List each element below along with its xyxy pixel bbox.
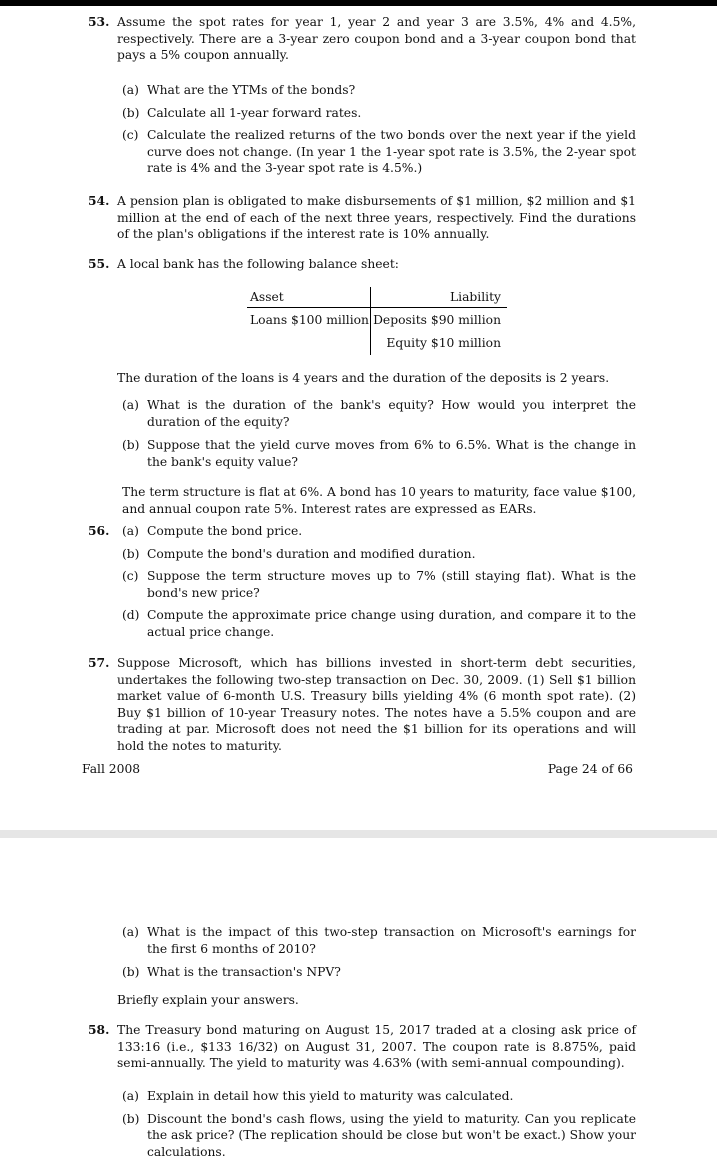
problem-57-parts [117,924,636,987]
problem-53 [88,14,636,64]
problem-number: 58. [88,1022,110,1037]
problem-number: 54. [88,193,110,208]
problem-53-parts [117,82,636,183]
part-label: (b) [122,965,140,979]
problem-text: A local bank has the following balance sheet: [117,257,399,271]
part-b [117,105,636,122]
part-b [117,964,636,981]
balance-sheet-rule [247,307,507,308]
problem-56-parts [117,523,636,646]
part-label: (a) [122,83,139,97]
problem-55 [88,256,636,273]
part-label: (c) [122,128,139,142]
part-label: (a) [122,398,139,412]
problem-54 [88,193,636,243]
part-text: What is the transaction's NPV? [147,965,341,979]
part-c [117,127,636,177]
duration-statement: The duration of the loans is 4 years and the duration of the deposits is 2 years. [117,371,610,385]
part-text: What are the YTMs of the bonds? [147,83,356,97]
problem-text: Assume the spot rates for year 1, year 2 and year 3 are 3.5%, 4% and 4.5%, respectively. There are a 3-year zero coupon bond and a 3-year coupon bond that pays a 5% coupon annually. [117,15,636,62]
part-d [117,607,636,640]
asset-header: Asset [250,290,284,304]
part-label: (a) [122,524,139,538]
part-label: (b) [122,546,140,561]
part-label: (d) [122,608,140,622]
part-text: Compute the approximate price change using duration, and compare it to the actual price change. [147,608,636,639]
part-label: (a) [122,925,139,939]
part-label: (c) [122,569,139,583]
liability-header: Liability [450,290,501,304]
part-text: Discount the bond's cash flows, using the yield to maturity. Can you replicate the ask price? (The replication should be close but won't be exact.) Show your calculations. [147,1111,636,1159]
part-c [117,568,636,601]
problem-number: 53. [88,14,110,29]
term-structure-paragraph: The term structure is flat at 6%. A bond has 10 years to maturity, face value $100, and annual coupon rate 5%. Interest rates are expressed as EARs. [122,485,636,516]
part-b [117,546,636,563]
loans-entry: Loans $100 million [250,313,369,327]
page-24 [0,6,717,830]
part-a [117,1088,636,1105]
part-a [117,523,636,540]
equity-entry: Equity $10 million [386,336,501,350]
explain-instruction: Briefly explain your answers. [117,993,299,1007]
part-label: (b) [122,105,140,120]
part-text: What is the duration of the bank's equity? How would you interpret the duration of the equity? [147,398,636,429]
problem-number-56: 56. [88,523,110,538]
part-a [117,397,636,430]
part-text: Calculate all 1-year forward rates. [147,105,362,120]
part-b [117,437,636,470]
part-text: Compute the bond price. [147,524,303,538]
part-label: (b) [122,438,140,452]
problem-55-parts [117,397,636,476]
footer-page-number: Page 24 of 66 [547,762,633,776]
part-text: Explain in detail how this yield to maturity was calculated. [147,1089,514,1103]
part-text: What is the impact of this two-step transaction on Microsoft's earnings for the first 6 months of 2010? [147,925,636,956]
part-text: Compute the bond's duration and modified duration. [147,546,476,561]
part-a [117,82,636,99]
part-label: (a) [122,1089,139,1103]
part-text: Suppose that the yield curve moves from 6% to 6.5%. What is the change in the bank's equity value? [147,438,636,469]
page-25 [0,838,717,1168]
part-a [117,924,636,957]
part-b [117,1111,636,1161]
problem-58 [88,1022,636,1072]
balance-sheet [247,287,507,359]
problem-text: The Treasury bond maturing on August 15, 2017 traded at a closing ask price of 133:16 (i.e., $133 16/32) on August 31, 2007. The coupon rate is 8.875%, paid semi-annually. The yield to maturity was 4.63% (with semi-annual compounding). [117,1023,636,1070]
page-separator [0,830,717,838]
part-text: Calculate the realized returns of the two bonds over the next year if the yield curve does not change. (In year 1 the 1-year spot rate is 3.5%, the 2-year spot rate is 4% and the 3-year spot rate is 4.5%.) [147,128,636,175]
part-label: (b) [122,1111,140,1126]
problem-58-parts [117,1088,636,1166]
problem-text: Suppose Microsoft, which has billions invested in short-term debt securities, undertakes the following two-step transaction on Dec. 30, 2009. (1) Sell $1 billion market value of 6-month U.S. Treasury bills yielding 4% (6 month spot rate). (2) Buy $1 billion of 10-year Treasury notes. The notes have a 5.5% coupon and are trading at par. Microsoft does not need the $1 billion for its operations and will hold the notes to maturity. [117,656,636,753]
problem-57 [88,655,636,754]
balance-sheet-divider [370,287,371,355]
problem-number: 57. [88,655,110,670]
footer-semester: Fall 2008 [82,762,141,776]
deposits-entry: Deposits $90 million [373,313,501,327]
part-text: Suppose the term structure moves up to 7% (still staying flat). What is the bond's new price? [147,569,636,600]
problem-text: A pension plan is obligated to make disbursements of $1 million, $2 million and $1 million at the end of each of the next three years, respectively. Find the durations of the plan's obligations if the interest rate is 10% annually. [117,194,636,241]
problem-number: 55. [88,256,110,271]
